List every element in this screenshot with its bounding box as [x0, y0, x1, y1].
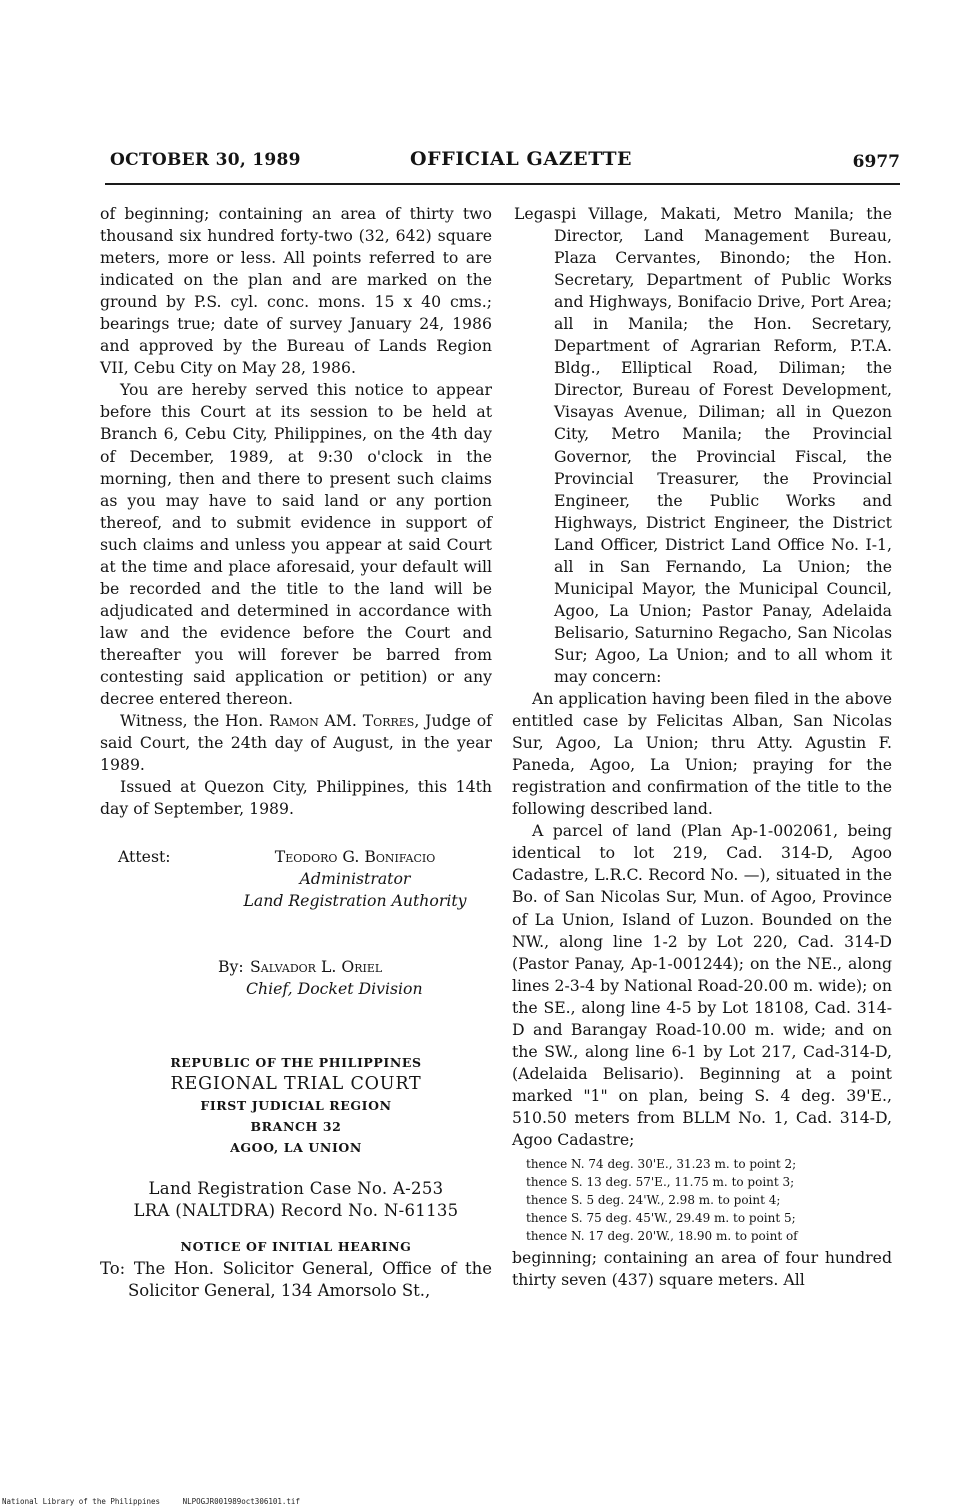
header-rule [105, 183, 900, 185]
witness-paragraph [100, 710, 492, 776]
case-numbers [100, 1178, 492, 1222]
left-column [100, 203, 492, 1302]
scan-footer [2, 1497, 318, 1506]
caption-place: AGOO, LA UNION [230, 1140, 362, 1156]
attest-signatory [230, 846, 480, 912]
docket-chief-name: Salvador L. Oriel [250, 957, 383, 977]
attestation-block [100, 846, 492, 956]
court-caption [100, 1052, 492, 1158]
administrator-name: Teodoro G. Bonifacio [274, 847, 436, 867]
bearing-line: thence S. 5 deg. 24'W., 2.98 m. to point 4; [526, 1193, 781, 1208]
attest-label: Attest: [118, 847, 171, 867]
witness-rest: , Judge of said Court, the 24th day of August, in the year 1989. [100, 711, 492, 775]
issued-paragraph: Issued at Quezon City, Philippines, this 14th day of September, 1989. [100, 777, 492, 819]
agency-name: Land Registration Authority [243, 891, 467, 911]
right-column [512, 203, 892, 1291]
parcel-description: A parcel of land (Plan Ap-1-002061, being identical to lot 219, Cad. 314-D, Agoo Cadastre, L.R.C. Record No. —), situated in the Bo. of San Nicolas Sur, Mun. of Agoo, Province of La Union, Island of Luzon. Bounded on the NW., along line 1-2 by Lot 220, Cad. 314-D (Pastor Panay, Ap-1-001244); on the NE., along lines 2-3-4 by National Road-20.00 m. wide); on the SE., along line 4-5 by Lot 18108, Cad. 314-D and Barangay Road-10.00 m. wide; and on the SW., along line 6-1 by Lot 217, Cad-314-D, (Adelaida Belisario). Beginning at a point marked "1" on plan, being S. 4 deg. 39'E., 510.50 meters from BLLM No. 1, Cad. 314-D, Agoo Cadastre; [512, 821, 892, 1149]
by-block [100, 956, 492, 1012]
witness-intro: Witness, the Hon. [120, 711, 264, 731]
page-header [110, 150, 900, 180]
addressee-list: Legaspi Village, Makati, Metro Manila; the Director, Land Management Bureau, Plaza Cervantes, Binondo; the Hon. Secretary, Department of Public Works and Highways, Bonifacio Drive, Port Area; all in Manila; the Hon. Secretary, Department of Agrarian Reform, P.T.A. Bldg., Elliptical Road, Diliman; the Director, Bureau of Forest Development, Visayas Avenue, Diliman; all in Quezon City, Metro Manila; the Provincial Governor, the Provincial Fiscal, the Provincial Treasurer, the Provincial Engineer, the Public Works and Highways, District Engineer, the District Land Officer, District Land Office No. I-1, all in San Fernando, La Union; the Municipal Mayor, the Municipal Council, Agoo, La Union; Pastor Panay, Adelaida Belisario, Saturnino Regacho, San Nicolas Sur; Agoo, La Union; and to all whom it may concern: [514, 204, 892, 686]
record-number: LRA (NALTDRA) Record No. N-61135 [133, 1201, 459, 1221]
land-description-end: of beginning; containing an area of thirty two thousand six hundred forty-two (32, 642) square meters, more or less. All points referred to are indicated on the plan and are marked on the ground by P.S. cyl. conc. mons. 15 x 40 cms.; bearings true; date of survey January 24, 1986 and approved by the Bureau of Lands Region VII, Cebu City on May 28, 1986. [100, 204, 492, 378]
docket-chief-title: Chief, Docket Division [246, 979, 423, 999]
caption-republic: REPUBLIC OF THE PHILIPPINES [170, 1055, 422, 1071]
page-number: 6977 [852, 152, 900, 172]
caption-court: REGIONAL TRIAL COURT [170, 1074, 422, 1095]
bearing-line: thence N. 17 deg. 20'W., 18.90 m. to point of [526, 1229, 798, 1244]
notice-title: NOTICE OF INITIAL HEARING [180, 1239, 412, 1255]
addressee-start: To: The Hon. Solicitor General, Office of the Solicitor General, 134 Amorsolo St., [100, 1259, 492, 1301]
publication-title: OFFICIAL GAZETTE [410, 148, 633, 170]
by-label: By: [218, 957, 244, 977]
bearing-line: thence S. 75 deg. 45'W., 29.49 m. to point 5; [526, 1211, 796, 1226]
bearings-list [512, 1155, 892, 1245]
application-paragraph: An application having been filed in the above entitled case by Felicitas Alban, San Nicolas Sur, Agoo, La Union; thru Atty. Agustin F. Paneda, Agoo, La Union; praying for the registration and confirmation of the title to the following described land. [512, 689, 892, 819]
file-name: NLPOGJR001989oct306101.tif [182, 1497, 300, 1506]
issue-date: OCTOBER 30, 1989 [110, 150, 301, 170]
judge-name: Ramon AM. Torres [269, 711, 415, 731]
case-number: Land Registration Case No. A-253 [148, 1179, 444, 1199]
caption-branch: BRANCH 32 [250, 1119, 342, 1135]
bearing-line: thence N. 74 deg. 30'E., 31.23 m. to point 2; [526, 1157, 797, 1172]
notice-paragraph: You are hereby served this notice to appear before this Court at its session to be held at Branch 6, Cebu City, Philippines, on the 4th day of December, 1989, at 9:30 o'clock in the morning, then and there to present such claims as you may have to said land or any portion thereof, and to submit evidence in support of such claims and unless you appear at said Court at the time and place aforesaid, your default will be recorded and the title to the land will be adjudicated and determined in accordance with law and the evidence before the Court and thereafter you will forever be barred from contesting said application or petition) or any decree entered thereon. [100, 380, 492, 709]
area-closing: beginning; containing an area of four hundred thirty seven (437) square meters. All [512, 1248, 892, 1290]
caption-region: FIRST JUDICIAL REGION [200, 1098, 392, 1114]
bearing-line: thence S. 13 deg. 57'E., 11.75 m. to point 3; [526, 1175, 795, 1190]
administrator-title: Administrator [299, 869, 411, 889]
library-credit: National Library of the Philippines [2, 1497, 161, 1506]
